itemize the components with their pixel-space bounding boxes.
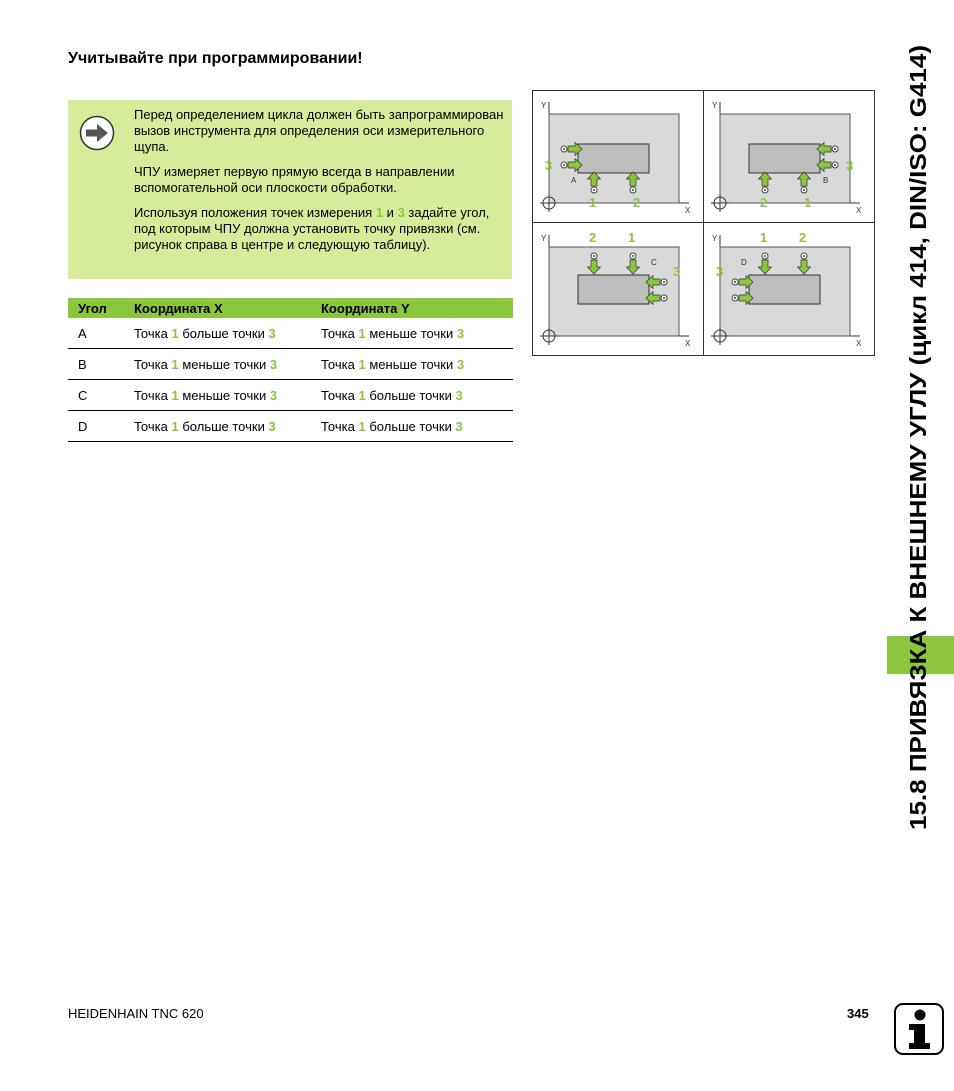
cell-y: Точка 1 больше точки 3 <box>321 380 513 411</box>
cell-corner: A <box>68 318 134 349</box>
table-row <box>68 411 513 442</box>
page-number: 345 <box>847 1006 869 1021</box>
corner-table <box>68 298 513 442</box>
x-axis-label: X <box>856 206 862 215</box>
panel-a <box>540 101 691 215</box>
cell-corner: B <box>68 349 134 380</box>
y-axis-label: Y <box>541 234 547 243</box>
corner-label: B <box>823 176 829 185</box>
probe-point-center <box>563 148 565 150</box>
note-paragraph-1: Перед определением цикла должен быть запрограммирован вызов инструмента для определения оси измерительного щупа. <box>134 107 504 154</box>
workpiece <box>749 144 820 173</box>
note-paragraph-3: Используя положения точек измерения 1 и 3 задайте угол, под которым ЧПУ должна установить точку привязки (см. рисунок справа в центре и следующую таблицу). <box>134 205 490 252</box>
corner-label: D <box>741 258 747 267</box>
probe-point-center <box>834 164 836 166</box>
point-label: 1 <box>760 230 768 245</box>
point-label: 2 <box>633 195 641 210</box>
y-axis-label: Y <box>712 101 718 110</box>
cell-x: Точка 1 меньше точки 3 <box>134 380 321 411</box>
probe-point-center <box>663 281 665 283</box>
point-label: 3 <box>673 264 681 279</box>
info-icon <box>894 1003 944 1055</box>
cell-corner: D <box>68 411 134 442</box>
probe-point-center <box>764 255 766 257</box>
cell-x: Точка 1 больше точки 3 <box>134 411 321 442</box>
point-label: 2 <box>799 230 807 245</box>
chapter-title-text: 15.8 ПРИВЯЗКА К ВНЕШНЕМУ УГЛУ (цикл 414, DIN/ISO: G414) <box>905 120 931 830</box>
cell-x: Точка 1 меньше точки 3 <box>134 349 321 380</box>
panel-c <box>540 230 691 348</box>
cell-y: Точка 1 больше точки 3 <box>321 411 513 442</box>
x-axis-label: X <box>856 339 862 348</box>
point-label: 3 <box>716 264 724 279</box>
footer-product: HEIDENHAIN TNC 620 <box>68 1006 204 1021</box>
cell-y: Точка 1 меньше точки 3 <box>321 349 513 380</box>
point-label: 1 <box>804 195 812 210</box>
probe-point-center <box>803 255 805 257</box>
corner-figure <box>532 90 875 357</box>
header-corner: Угол <box>68 298 134 318</box>
panel-b <box>711 101 862 215</box>
x-axis-label: X <box>685 206 691 215</box>
header-y: Координата Y <box>321 298 513 318</box>
section-heading: Учитывайте при программировании! <box>68 50 363 67</box>
corner-label: C <box>651 258 657 267</box>
point-label: 1 <box>628 230 636 245</box>
probe-point-center <box>632 255 634 257</box>
cell-corner: C <box>68 380 134 411</box>
cell-x: Точка 1 больше точки 3 <box>134 318 321 349</box>
table-row <box>68 380 513 411</box>
note-paragraph-2: ЧПУ измеряет первую прямую всегда в направлении вспомогательной оси плоскости обработки. <box>134 164 455 195</box>
point-label: 3 <box>545 158 553 173</box>
probe-point-center <box>663 297 665 299</box>
workpiece <box>578 144 649 173</box>
probe-point-center <box>593 255 595 257</box>
point-label: 1 <box>589 195 597 210</box>
probe-point-center <box>803 189 805 191</box>
point-label: 2 <box>589 230 597 245</box>
x-axis-label: X <box>685 339 691 348</box>
point-label: 2 <box>760 195 768 210</box>
probe-point-center <box>563 164 565 166</box>
probe-point-center <box>632 189 634 191</box>
chapter-title <box>890 40 940 830</box>
probe-point-center <box>734 297 736 299</box>
y-axis-label: Y <box>541 101 547 110</box>
point-label: 3 <box>846 158 854 173</box>
cell-y: Точка 1 меньше точки 3 <box>321 318 513 349</box>
probe-point-center <box>734 281 736 283</box>
table-header-row <box>68 298 513 318</box>
y-axis-label: Y <box>712 234 718 243</box>
probe-point-center <box>764 189 766 191</box>
note-text <box>134 107 504 262</box>
workpiece <box>749 275 820 304</box>
probe-point-center <box>593 189 595 191</box>
probe-point-center <box>834 148 836 150</box>
panel-d <box>711 230 862 348</box>
table-row <box>68 318 513 349</box>
workpiece <box>578 275 649 304</box>
corner-label: A <box>571 176 577 185</box>
table-row <box>68 349 513 380</box>
header-x: Координата X <box>134 298 321 318</box>
arrow-right-icon <box>79 115 115 151</box>
